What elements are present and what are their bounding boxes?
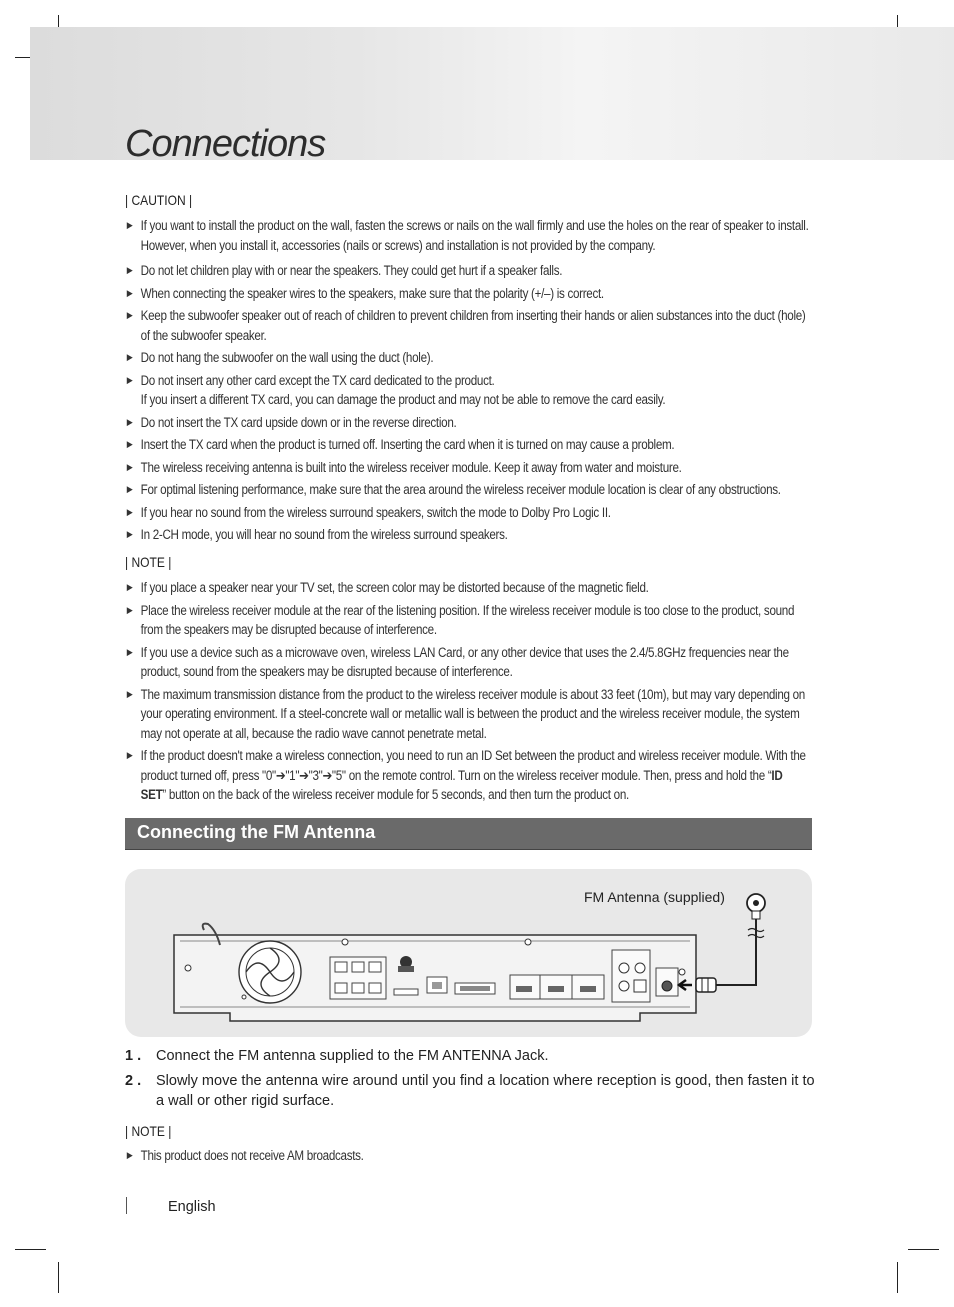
list-item: ▶ Place the wireless receiver module at the rear of the listening position. If the wireless receiver module is too close to the product, sound from the speakers may be disrupted because of interference.	[126, 602, 795, 637]
crop-mark	[58, 1262, 59, 1293]
id-set-label: ID SET	[140, 767, 783, 802]
page-title: Connections	[125, 123, 326, 165]
page-number-divider	[126, 1197, 127, 1214]
list-item: ▶ For optimal listening performance, make sure that the area around the wireless receiver module location is clear of any obstructions.	[126, 482, 781, 497]
list-item: ▶ Do not insert the TX card upside down or in the reverse direction.	[126, 414, 457, 430]
step-text: Connect the FM antenna supplied to the FM ANTENNA Jack.	[156, 1048, 549, 1064]
list-item: ▶ If you hear no sound from the wireless surround speakers, switch the mode to Dolby Pro Logic II.	[126, 504, 611, 520]
list-item: ▶ The wireless receiving antenna is built into the wireless receiver module. Keep it away from water and moisture.	[126, 459, 682, 475]
list-item: ▶ Do not hang the subwoofer on the wall using the duct (hole).	[126, 350, 434, 365]
list-item: ▶ Keep the subwoofer speaker out of reach of children to prevent children from inserting their hands or alien substances into the duct (hole) of the subwoofer speaker.	[126, 308, 806, 343]
caution-list	[125, 216, 930, 545]
footer-language: English	[168, 1199, 216, 1215]
crop-mark	[908, 1249, 939, 1250]
list-item: ▶ If the product doesn't make a wireless connection, you need to run an ID Set between the product and wireless receiver module. With the product turned off, press "0"➔"1"➔"3"➔"5" on the remote control. Turn on the wireless receiver module. Then, press and hold the “ID SET” button on the back of the wireless receiver module for 5 seconds, and then turn the product on.	[126, 748, 806, 802]
list-item: ▶ In 2-CH mode, you will hear no sound from the wireless surround speakers.	[126, 527, 508, 542]
list-item: ▶ Insert the TX card when the product is turned off. Inserting the card when it is turned on may cause a problem.	[126, 437, 675, 452]
list-item: ▶ If you use a device such as a microwave oven, wireless LAN Card, or any other device that uses the 2.4/5.8GHz frequencies near the product, sound from the speakers may be disrupted because of interference.	[126, 644, 789, 679]
note-label: | NOTE |	[125, 554, 172, 570]
list-item: ▶ This product does not receive AM broadcasts.	[126, 1148, 364, 1163]
list-item: ▶ Do not let children play with or near the speakers. They could get hurt if a speaker falls.	[126, 263, 563, 278]
note-list	[125, 578, 930, 805]
step-text: Slowly move the antenna wire around until you find a location where reception is good, then fasten it to a wall or other rigid surface.	[156, 1073, 815, 1109]
note-list	[125, 1146, 930, 1166]
list-item: ▶ When connecting the speaker wires to the speakers, make sure that the polarity (+/–) is correct.	[126, 285, 604, 301]
list-item: ▶ The maximum transmission distance from the product to the wireless receiver module is about 33 feet (10m), but may vary depending on your operating environment. If a steel-concrete wall or metallic wall is between the product and the wireless receiver module, the system may not operate at all, because the radio wave cannot penetrate metal.	[126, 686, 805, 741]
step-number: 2 .	[125, 1073, 142, 1089]
list-item: ▶ If you want to install the product on the wall, fasten the screws or nails on the wall firmly and use the holes on the rear of speaker to install. However, when you install it, accessories (nails or screws) and installation is not provided by the company.	[126, 218, 809, 253]
note-label: | NOTE |	[125, 1123, 172, 1139]
list-item: ▶ If you place a speaker near your TV set, the screen color may be distorted because of the magnetic field.	[126, 580, 649, 595]
antenna-label: FM Antenna (supplied)	[584, 889, 725, 905]
section-heading-bar	[125, 818, 812, 850]
crop-mark	[897, 1262, 898, 1293]
caution-label: | CAUTION |	[125, 192, 193, 208]
step-number: 1 .	[125, 1048, 142, 1064]
list-item: ▶ Do not insert any other card except the TX card dedicated to the product. If you insert a different TX card, you can damage the product and may not be able to remove the card easily.	[126, 372, 666, 407]
section-title: Connecting the FM Antenna	[137, 822, 376, 842]
crop-mark	[15, 1249, 46, 1250]
